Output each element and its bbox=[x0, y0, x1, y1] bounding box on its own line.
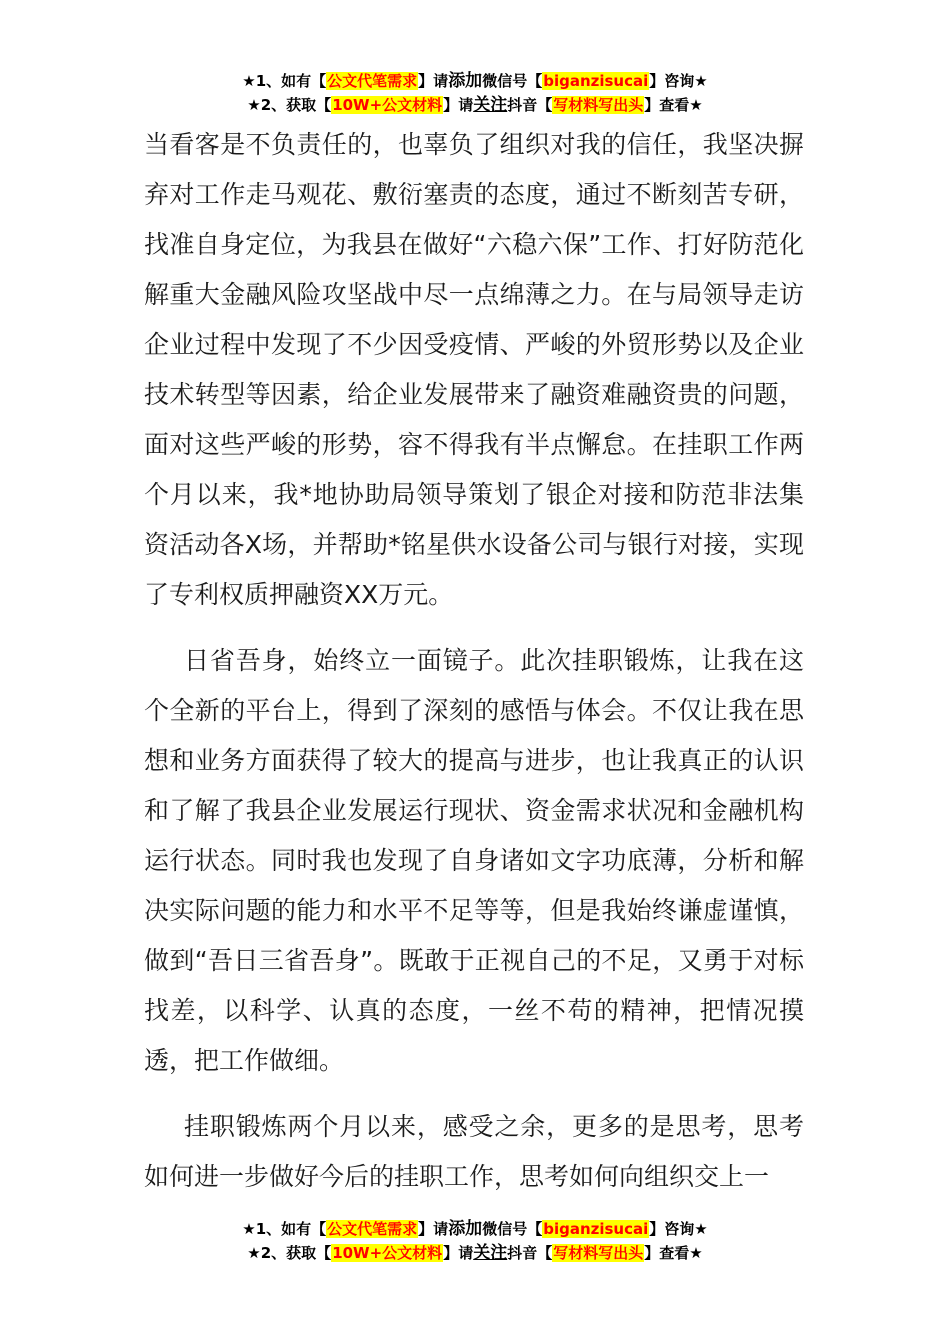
star-icon: ★ bbox=[247, 96, 261, 114]
star-icon: ★ bbox=[689, 96, 703, 114]
banner-text: 微信号【 bbox=[482, 72, 543, 90]
banner-text: 】查看 bbox=[644, 1244, 690, 1262]
paragraph-2: 日省吾身，始终立一面镜子。此次挂职锻炼，让我在这个全新的平台上，得到了深刻的感悟与体会。不仅让我在思想和业务方面获得了较大的提高与进步，也让我真正的认识和了解了我县企业发展运行现状、资金需求状况和金融机构运行状态。同时我也发现了自身诸如文字功底薄，分析和解决实际问题的能力和水平不足等等，但是我始终谦虚谨慎，做到“吾日三省吾身”。既敢于正视自己的不足，又勇于对标找差，以科学、认真的态度，一丝不苟的精神，把情况摸透，把工作做细。 bbox=[144, 646, 804, 1075]
star-icon: ★ bbox=[242, 72, 256, 90]
banner-line-2 bbox=[0, 1241, 950, 1265]
paragraph-3: 挂职锻炼两个月以来，感受之余，更多的是思考，思考如何进一步做好今后的挂职工作，思考如何向组织交上一 bbox=[144, 1112, 804, 1191]
banner-text: 微信号【 bbox=[482, 1220, 543, 1238]
banner-text: 1、如有【 bbox=[255, 1220, 327, 1238]
highlight-service: 公文代笔需求 bbox=[327, 72, 418, 90]
banner-line-1 bbox=[0, 69, 950, 93]
banner-text: 】请 bbox=[443, 96, 474, 114]
banner-text: 】咨询 bbox=[649, 1220, 695, 1238]
banner-emphasis: 关注 bbox=[473, 1243, 508, 1263]
highlight-materials: 10W+公文材料 bbox=[332, 1244, 443, 1262]
banner-text: 】咨询 bbox=[649, 72, 695, 90]
paragraph-1: 当看客是不负责任的，也辜负了组织对我的信任，我坚决摒弃对工作走马观花、敷衍塞责的态度，通过不断刻苦专研，找准自身定位，为我县在做好“六稳六保”工作、打好防范化解重大金融风险攻坚战中尽一点绵薄之力。在与局领导走访企业过程中发现了不少因受疫情、严峻的外贸形势以及企业技术转型等因素，给企业发展带来了融资难融资贵的问题，面对这些严峻的形势，容不得我有半点懈怠。在挂职工作两个月以来，我*地协助局领导策划了银企对接和防范非法集资活动各X场，并帮助*铭星供水设备公司与银行对接，实现了专利权质押融资XX万元。 bbox=[144, 130, 804, 609]
star-icon: ★ bbox=[694, 1220, 708, 1238]
highlight-wechat-id: biganzisucai bbox=[543, 72, 649, 90]
highlight-douyin: 写材料写出头 bbox=[553, 96, 644, 114]
star-icon: ★ bbox=[242, 1220, 256, 1238]
banner-text: 2、获取【 bbox=[260, 96, 332, 114]
footer-banner bbox=[0, 1217, 950, 1265]
banner-line-1 bbox=[0, 1217, 950, 1241]
star-icon: ★ bbox=[689, 1244, 703, 1262]
banner-text: 1、如有【 bbox=[255, 72, 327, 90]
banner-text: 抖音【 bbox=[507, 1244, 553, 1262]
document-body bbox=[144, 120, 804, 1218]
highlight-douyin: 写材料写出头 bbox=[553, 1244, 644, 1262]
highlight-materials: 10W+公文材料 bbox=[332, 96, 443, 114]
highlight-wechat-id: biganzisucai bbox=[543, 1220, 649, 1238]
banner-emphasis: 关注 bbox=[473, 95, 508, 115]
banner-line-2 bbox=[0, 93, 950, 117]
star-icon: ★ bbox=[247, 1244, 261, 1262]
banner-emphasis: 添加 bbox=[448, 71, 483, 91]
banner-text: 】查看 bbox=[644, 96, 690, 114]
star-icon: ★ bbox=[694, 72, 708, 90]
banner-text: 2、获取【 bbox=[260, 1244, 332, 1262]
banner-text: 】请 bbox=[418, 1220, 449, 1238]
banner-emphasis: 添加 bbox=[448, 1219, 483, 1239]
banner-text: 】请 bbox=[443, 1244, 474, 1262]
banner-text: 】请 bbox=[418, 72, 449, 90]
header-banner bbox=[0, 69, 950, 117]
banner-text: 抖音【 bbox=[507, 96, 553, 114]
highlight-service: 公文代笔需求 bbox=[327, 1220, 418, 1238]
